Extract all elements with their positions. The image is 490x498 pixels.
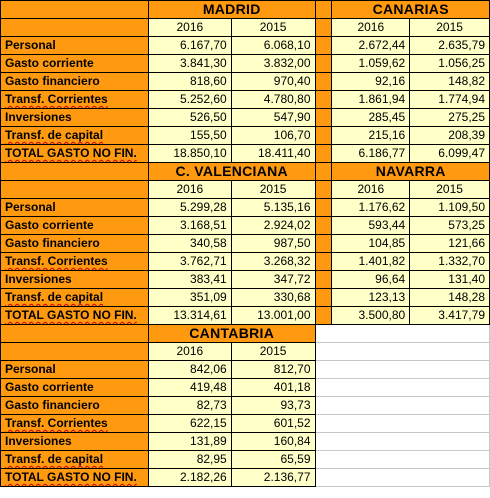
madrid-value-2016[interactable]: 6.167,70 [148, 37, 231, 55]
madrid-value-2015[interactable]: 6.068,10 [231, 37, 315, 55]
navarra-year-2015: 2015 [410, 181, 490, 199]
canarias-value-2016[interactable]: 2.672,44 [332, 37, 410, 55]
madrid-row-label: Transf. Corrientes [1, 91, 149, 109]
canarias-value-2015[interactable]: 1.056,25 [410, 55, 490, 73]
navarra-year-2016: 2016 [332, 181, 410, 199]
valenciana-value-2015[interactable]: 2.924,02 [231, 217, 315, 235]
madrid-row-label: Transf. de capital [1, 127, 149, 145]
valenciana-row-label: TOTAL GASTO NO FIN. [1, 307, 149, 325]
empty-cell[interactable] [315, 325, 490, 343]
madrid-year-corner [1, 19, 149, 37]
canarias-value-2015[interactable]: 6.099,47 [410, 145, 490, 163]
navarra-value-2015[interactable]: 131,40 [410, 271, 490, 289]
madrid-value-2016[interactable]: 818,60 [148, 73, 231, 91]
madrid-row-label: Gasto financiero [1, 73, 149, 91]
cantabria-row-label: TOTAL GASTO NO FIN. [1, 469, 149, 487]
gap-cell [315, 37, 332, 55]
cantabria-row-label: Personal [1, 361, 149, 379]
madrid-value-2015[interactable]: 547,90 [231, 109, 315, 127]
valenciana-row-label: Personal [1, 199, 149, 217]
cantabria-row-label: Gasto financiero [1, 397, 149, 415]
gap-cell [315, 163, 332, 181]
gap-cell [315, 127, 332, 145]
valenciana-value-2016[interactable]: 340,58 [148, 235, 231, 253]
madrid-value-2015[interactable]: 3.832,00 [231, 55, 315, 73]
gap-cell [315, 235, 332, 253]
gap-cell [315, 199, 332, 217]
canarias-value-2016[interactable]: 285,45 [332, 109, 410, 127]
madrid-year-2016: 2016 [148, 19, 231, 37]
cantabria-year-2015: 2015 [231, 343, 315, 361]
valenciana-row-label: Transf. Corrientes [1, 253, 149, 271]
navarra-value-2015[interactable]: 1.109,50 [410, 199, 490, 217]
valenciana-value-2015[interactable]: 347,72 [231, 271, 315, 289]
madrid-value-2016[interactable]: 526,50 [148, 109, 231, 127]
madrid-value-2015[interactable]: 18.411,40 [231, 145, 315, 163]
cantabria-row-label: Gasto corriente [1, 379, 149, 397]
valenciana-value-2015[interactable]: 330,68 [231, 289, 315, 307]
madrid-value-2015[interactable]: 4.780,80 [231, 91, 315, 109]
navarra-value-2015[interactable]: 573,25 [410, 217, 490, 235]
navarra-value-2016[interactable]: 104,85 [332, 235, 410, 253]
cantabria-value-2015[interactable]: 93,73 [231, 397, 315, 415]
cantabria-value-2015[interactable]: 401,18 [231, 379, 315, 397]
madrid-value-2016[interactable]: 155,50 [148, 127, 231, 145]
valenciana-year-2015: 2015 [231, 181, 315, 199]
cantabria-corner [1, 325, 149, 343]
gap-cell [315, 271, 332, 289]
cantabria-value-2016[interactable]: 82,73 [148, 397, 231, 415]
madrid-value-2016[interactable]: 5.252,60 [148, 91, 231, 109]
valenciana-value-2016[interactable]: 13.314,61 [148, 307, 231, 325]
madrid-value-2015[interactable]: 106,70 [231, 127, 315, 145]
valenciana-value-2015[interactable]: 13.001,00 [231, 307, 315, 325]
canarias-value-2016[interactable]: 1.861,94 [332, 91, 410, 109]
empty-cell[interactable] [315, 343, 490, 361]
valenciana-row-label: Inversiones [1, 271, 149, 289]
empty-cell[interactable] [315, 415, 490, 433]
navarra-value-2015[interactable]: 148,28 [410, 289, 490, 307]
cantabria-row-label: Transf. de capital [1, 451, 149, 469]
cantabria-value-2015[interactable]: 160,84 [231, 433, 315, 451]
gap-cell [315, 181, 332, 199]
valenciana-value-2015[interactable]: 5.135,16 [231, 199, 315, 217]
cantabria-row-label: Transf. Corrientes [1, 415, 149, 433]
madrid-row-label: TOTAL GASTO NO FIN. [1, 145, 149, 163]
madrid-row-label: Gasto corriente [1, 55, 149, 73]
valenciana-value-2016[interactable]: 351,09 [148, 289, 231, 307]
canarias-year-2016: 2016 [332, 19, 410, 37]
navarra-value-2016[interactable]: 1.401,82 [332, 253, 410, 271]
canarias-value-2016[interactable]: 6.186,77 [332, 145, 410, 163]
cantabria-value-2016[interactable]: 2.182,26 [148, 469, 231, 487]
gap-cell [315, 289, 332, 307]
gap-cell [315, 19, 332, 37]
gap-cell [315, 73, 332, 91]
cantabria-year-corner [1, 343, 149, 361]
canarias-value-2016[interactable]: 92,16 [332, 73, 410, 91]
cantabria-value-2015[interactable]: 65,59 [231, 451, 315, 469]
empty-cell[interactable] [315, 361, 490, 379]
gap-cell [315, 145, 332, 163]
cantabria-row-label: Inversiones [1, 433, 149, 451]
gap-cell [315, 1, 332, 19]
gap-cell [315, 109, 332, 127]
madrid-value-2016[interactable]: 3.841,30 [148, 55, 231, 73]
cantabria-value-2016[interactable]: 622,15 [148, 415, 231, 433]
canarias-value-2016[interactable]: 1.059,62 [332, 55, 410, 73]
cantabria-value-2015[interactable]: 812,70 [231, 361, 315, 379]
empty-cell[interactable] [315, 397, 490, 415]
valenciana-value-2016[interactable]: 5.299,28 [148, 199, 231, 217]
canarias-value-2015[interactable]: 208,39 [410, 127, 490, 145]
cantabria-value-2016[interactable]: 131,89 [148, 433, 231, 451]
madrid-corner [1, 1, 149, 19]
gap-cell [315, 55, 332, 73]
gap-cell [315, 253, 332, 271]
empty-cell[interactable] [315, 451, 490, 469]
valenciana-row-label: Transf. de capital [1, 289, 149, 307]
cantabria-title: CANTABRIA [148, 325, 315, 343]
cantabria-value-2015[interactable]: 2.136,77 [231, 469, 315, 487]
madrid-title: MADRID [148, 1, 315, 19]
navarra-title: NAVARRA [332, 163, 490, 181]
canarias-value-2015[interactable]: 1.774,94 [410, 91, 490, 109]
madrid-value-2016[interactable]: 18.850,10 [148, 145, 231, 163]
navarra-value-2016[interactable]: 3.500,80 [332, 307, 410, 325]
navarra-value-2016[interactable]: 1.176,62 [332, 199, 410, 217]
valenciana-row-label: Gasto corriente [1, 217, 149, 235]
valenciana-corner [1, 163, 149, 181]
valenciana-year-2016: 2016 [148, 181, 231, 199]
navarra-value-2016[interactable]: 123,13 [332, 289, 410, 307]
canarias-value-2015[interactable]: 275,25 [410, 109, 490, 127]
gap-cell [315, 217, 332, 235]
cantabria-value-2015[interactable]: 601,52 [231, 415, 315, 433]
cantabria-value-2016[interactable]: 82,95 [148, 451, 231, 469]
cantabria-value-2016[interactable]: 842,06 [148, 361, 231, 379]
canarias-value-2015[interactable]: 148,82 [410, 73, 490, 91]
gap-cell [315, 91, 332, 109]
valenciana-value-2016[interactable]: 3.762,71 [148, 253, 231, 271]
valenciana-value-2015[interactable]: 3.268,32 [231, 253, 315, 271]
navarra-value-2015[interactable]: 1.332,70 [410, 253, 490, 271]
navarra-value-2015[interactable]: 3.417,79 [410, 307, 490, 325]
madrid-year-2015: 2015 [231, 19, 315, 37]
cantabria-value-2016[interactable]: 419,48 [148, 379, 231, 397]
madrid-value-2015[interactable]: 970,40 [231, 73, 315, 91]
canarias-value-2016[interactable]: 215,16 [332, 127, 410, 145]
empty-cell[interactable] [315, 379, 490, 397]
valenciana-value-2016[interactable]: 3.168,51 [148, 217, 231, 235]
cantabria-year-2016: 2016 [148, 343, 231, 361]
canarias-year-2015: 2015 [410, 19, 490, 37]
navarra-value-2016[interactable]: 96,64 [332, 271, 410, 289]
navarra-value-2016[interactable]: 593,44 [332, 217, 410, 235]
empty-cell[interactable] [315, 433, 490, 451]
madrid-row-label: Personal [1, 37, 149, 55]
valenciana-value-2016[interactable]: 383,41 [148, 271, 231, 289]
canarias-value-2015[interactable]: 2.635,79 [410, 37, 490, 55]
valenciana-value-2015[interactable]: 987,50 [231, 235, 315, 253]
valenciana-year-corner [1, 181, 149, 199]
empty-cell[interactable] [315, 469, 490, 487]
gap-cell [315, 307, 332, 325]
valenciana-row-label: Gasto financiero [1, 235, 149, 253]
valenciana-title: C. VALENCIANA [148, 163, 315, 181]
canarias-title: CANARIAS [332, 1, 490, 19]
navarra-value-2015[interactable]: 121,66 [410, 235, 490, 253]
madrid-row-label: Inversiones [1, 109, 149, 127]
